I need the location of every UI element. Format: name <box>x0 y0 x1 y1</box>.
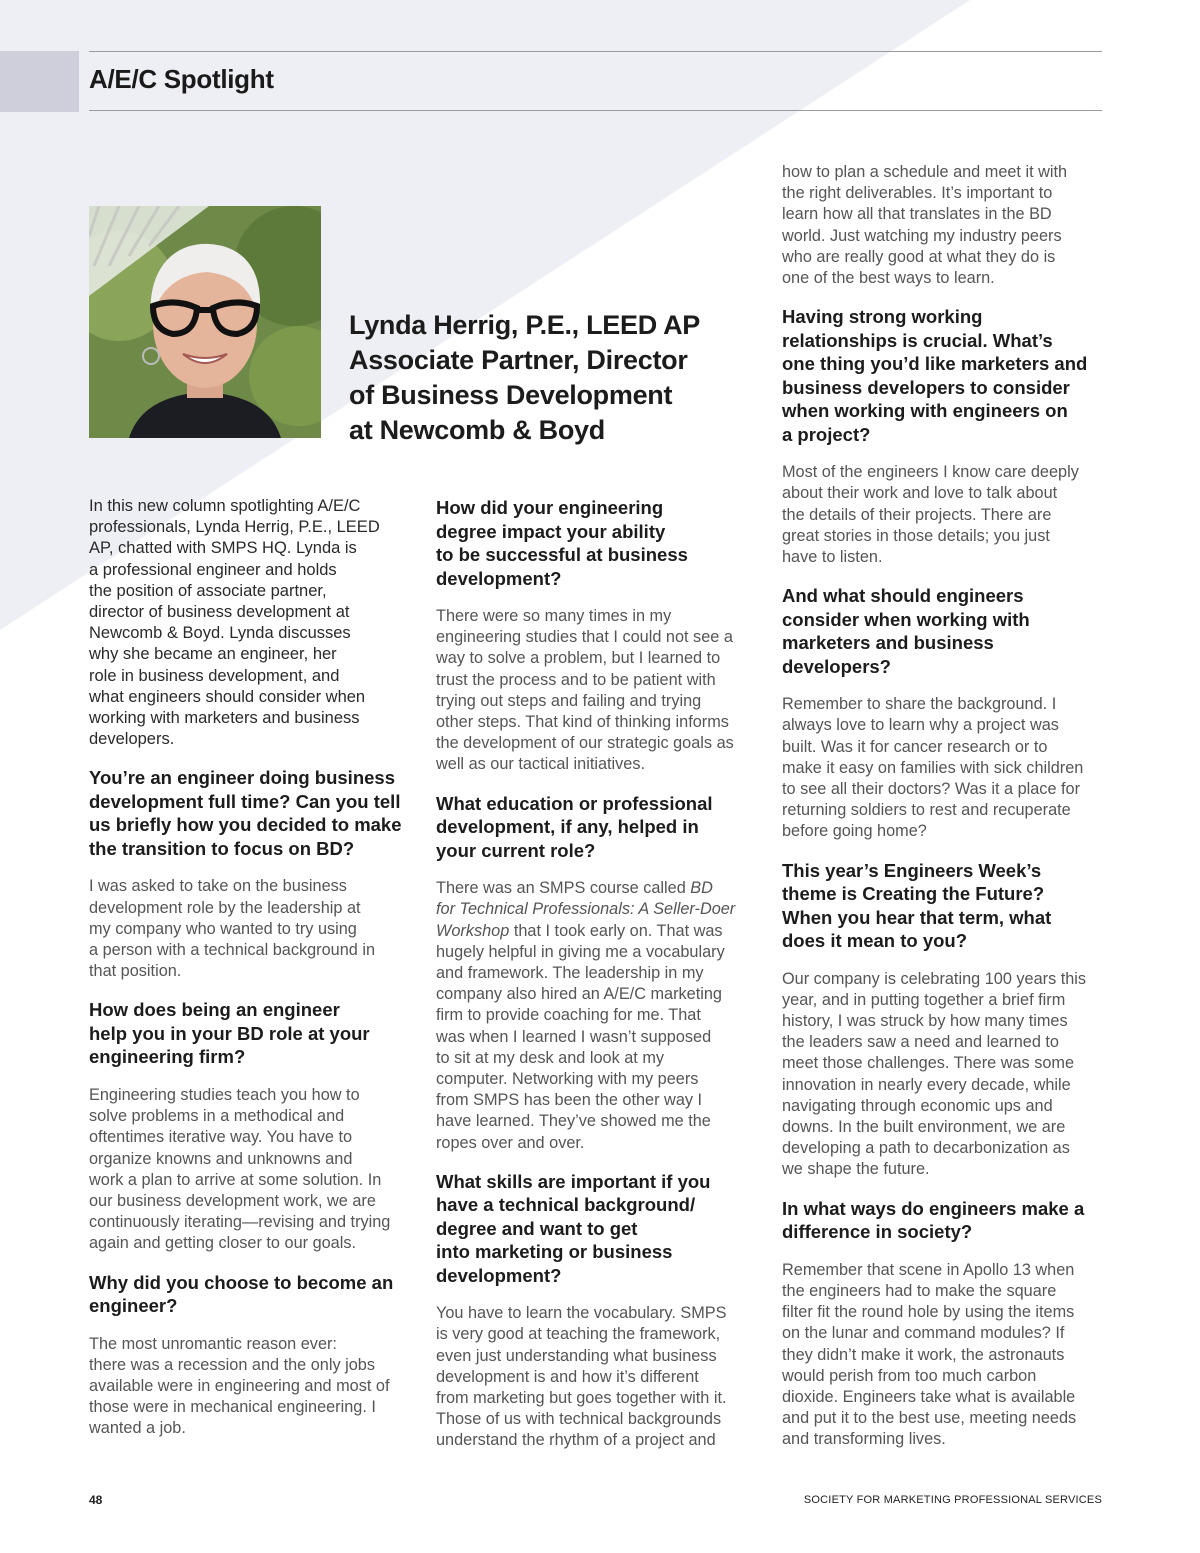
header-top-rule <box>89 51 1102 52</box>
text-line: Remember to share the background. I <box>782 695 1057 714</box>
text-line: one of the best ways to learn. <box>782 269 995 288</box>
text-line: development role by the leadership at <box>89 898 361 917</box>
text-line: Having strong working <box>782 306 983 328</box>
column-1 <box>89 496 402 1440</box>
text-line: You have to learn the vocabulary. SMPS <box>436 1304 727 1323</box>
text-line: the details of their projects. There are <box>782 505 1052 524</box>
text-line: The most unromantic reason ever: <box>89 1334 337 1353</box>
text-line: working with marketers and business <box>89 709 360 728</box>
text-line: relationships is crucial. What’s <box>782 329 1053 351</box>
text-line: development, if any, helped in <box>436 816 699 838</box>
answer-paragraph <box>782 162 1087 289</box>
answer-paragraph <box>89 1334 402 1440</box>
text-line: and transforming lives. <box>782 1430 946 1449</box>
answer-paragraph <box>436 606 735 776</box>
publication-name: SOCIETY FOR MARKETING PROFESSIONAL SERVICES <box>803 1494 1102 1506</box>
text-line: How does being an engineer <box>89 999 340 1021</box>
text-line: the right deliverables. It’s important to <box>782 184 1053 203</box>
text-line: well as our tactical initiatives. <box>436 755 646 774</box>
text-line: filter fit the round hole by using the items <box>782 1303 1075 1322</box>
answer-paragraph <box>782 462 1087 568</box>
text-line: one thing you’d like marketers and <box>782 353 1088 375</box>
text-line: would perish from too much carbon <box>782 1366 1037 1385</box>
text-line: theme is Creating the Future? <box>782 883 1045 905</box>
column-3 <box>782 162 1087 1451</box>
text-line: have a technical background/ <box>436 1194 696 1216</box>
text-line: have to listen. <box>782 548 883 567</box>
text-line: have learned. They’ve showed me the <box>436 1112 711 1131</box>
text-line: us briefly how you decided to make <box>89 814 402 836</box>
question-heading <box>436 792 735 863</box>
text-line: downs. In the built environment, we are <box>782 1118 1066 1137</box>
question-heading <box>782 584 1087 678</box>
text-line: our business development work, we are <box>89 1191 376 1210</box>
question-heading <box>782 859 1087 953</box>
text-line: work a plan to arrive at some solution. In <box>89 1170 382 1189</box>
course-title: BD <box>690 879 713 898</box>
profile-title-line: Associate Partner, Director <box>349 345 688 375</box>
text-line: Newcomb & Boyd. Lynda discusses <box>89 624 351 643</box>
text-line: to sit at my desk and look at my <box>436 1048 665 1067</box>
text-line: my company who wanted to try using <box>89 919 357 938</box>
text-line: the engineers had to make the square <box>782 1281 1057 1300</box>
answer-paragraph <box>782 1260 1087 1451</box>
text-line: dioxide. Engineers take what is available <box>782 1387 1076 1406</box>
text-line: role in business development, and <box>89 666 340 685</box>
text-line: Remember that scene in Apollo 13 when <box>782 1260 1075 1279</box>
text-line: oftentimes iterative way. You have to <box>89 1128 353 1147</box>
text-line: This year’s Engineers Week’s <box>782 859 1042 881</box>
profile-title-line: of Business Development <box>349 380 673 410</box>
text-line <box>436 899 735 920</box>
text-line: that position. <box>89 962 182 981</box>
text-line: a person with a technical background in <box>89 941 376 960</box>
text-line: before going home? <box>782 822 927 841</box>
text-span: that I took early on. That was <box>509 921 723 940</box>
text-line: year, and in putting together a brief firm <box>782 990 1066 1009</box>
text-line: who are really good at what they do is <box>782 247 1056 266</box>
text-line: organize knowns and unknowns and <box>89 1149 353 1168</box>
question-heading <box>89 766 402 860</box>
answer-paragraph <box>89 876 402 982</box>
text-line: from marketing but goes together with it. <box>436 1389 727 1408</box>
question-heading <box>436 1170 735 1288</box>
text-line: help you in your BD role at your <box>89 1022 370 1044</box>
text-line: the transition to focus on BD? <box>89 837 355 859</box>
text-line <box>436 921 735 942</box>
text-line: hugely helpful in giving me a vocabulary <box>436 942 725 961</box>
text-line: professionals, Lynda Herrig, P.E., LEED <box>89 518 380 537</box>
text-line: when working with engineers on <box>782 400 1068 422</box>
text-line: developers. <box>89 730 175 749</box>
text-line: Engineering studies teach you how to <box>89 1085 360 1104</box>
text-line: a project? <box>782 423 871 445</box>
text-line: developing a path to decarbonization as <box>782 1139 1070 1158</box>
question-heading <box>89 1271 402 1318</box>
text-line: again and getting closer to our goals. <box>89 1234 357 1253</box>
text-line: those were in mechanical engineering. I <box>89 1398 376 1417</box>
text-span: There was an SMPS course called <box>436 879 691 898</box>
text-line: What skills are important if you <box>436 1170 711 1192</box>
text-line: and put it to the best use, meeting needs <box>782 1409 1077 1428</box>
text-line: How did your engineering <box>436 497 664 518</box>
text-line: degree impact your ability <box>436 520 666 542</box>
text-line: I was asked to take on the business <box>89 877 347 896</box>
text-line: and framework. The leadership in my <box>436 963 704 982</box>
section-title: A/E/C Spotlight <box>89 64 274 94</box>
text-line: continuously iterating—revising and trying <box>89 1213 391 1232</box>
text-line: development? <box>436 1264 562 1286</box>
answer-paragraph <box>782 694 1087 842</box>
text-line: development full time? Can you tell <box>89 790 401 812</box>
text-line: why she became an engineer, her <box>89 645 337 664</box>
text-line: make it easy on families with sick children <box>782 758 1084 777</box>
text-line: great stories in those details; you just <box>782 526 1050 545</box>
text-line: to be successful at business <box>436 544 688 565</box>
text-line: a professional engineer and holds <box>89 560 337 579</box>
answer-paragraph <box>436 878 735 1154</box>
text-line: navigating through economic ups and <box>782 1096 1053 1115</box>
text-line <box>436 878 735 899</box>
text-line: degree and want to get <box>436 1217 638 1239</box>
text-line: they didn’t make it work, the astronauts <box>782 1345 1065 1364</box>
text-line: what engineers should consider when <box>89 687 366 706</box>
text-line: solve problems in a methodical and <box>89 1107 345 1126</box>
text-line: built. Was it for cancer research or to <box>782 737 1048 756</box>
text-line: AP, chatted with SMPS HQ. Lynda is <box>89 539 357 558</box>
text-line: to see all their doctors? Was it a place for <box>782 780 1081 799</box>
course-title: Workshop <box>436 921 510 940</box>
text-line: engineer? <box>89 1295 178 1317</box>
text-line: firm to provide coaching for me. That <box>436 1006 701 1025</box>
text-line: You’re an engineer doing business <box>89 767 395 789</box>
text-line: When you hear that term, what <box>782 906 1052 928</box>
question-heading <box>436 496 735 590</box>
profile-name-title <box>349 308 769 448</box>
text-line: development? <box>436 567 562 589</box>
text-line: ropes over and over. <box>436 1133 585 1152</box>
text-line: innovation in nearly every decade, while <box>782 1075 1071 1094</box>
question-heading <box>782 1197 1087 1244</box>
text-line: about their work and love to talk about <box>782 484 1058 503</box>
text-line: trying out steps and failing and trying <box>436 691 702 710</box>
text-line: on the lunar and command modules? If <box>782 1324 1065 1343</box>
text-line: available were in engineering and most of <box>89 1376 390 1395</box>
text-line: developers? <box>782 655 891 677</box>
text-line: business developers to consider <box>782 376 1070 398</box>
text-line: development is and how it’s different <box>436 1367 699 1386</box>
text-line: trust the process and to be patient with <box>436 670 716 689</box>
text-line: we shape the future. <box>782 1160 930 1179</box>
text-line: Our company is celebrating 100 years this <box>782 969 1087 988</box>
text-line: wanted a job. <box>89 1419 186 1438</box>
text-line: company also hired an A/E/C marketing <box>436 985 722 1004</box>
portrait-photo <box>89 206 321 438</box>
course-title: for Technical Professionals: A Seller-Doer <box>436 900 736 919</box>
text-line: engineering studies that I could not see a <box>436 628 733 647</box>
text-line: returning soldiers to rest and recuperate <box>782 801 1071 820</box>
question-heading <box>89 998 402 1069</box>
text-line: meet those challenges. There was some <box>782 1054 1075 1073</box>
text-line: your current role? <box>436 839 596 861</box>
text-line: even just understanding what business <box>436 1346 717 1365</box>
text-line: the leaders saw a need and learned to <box>782 1033 1059 1052</box>
text-line: Why did you choose to become an <box>89 1271 394 1293</box>
text-line: computer. Networking with my peers <box>436 1069 699 1088</box>
text-line: And what should engineers <box>782 585 1024 607</box>
header-bottom-rule <box>89 110 1102 111</box>
text-line: What education or professional <box>436 792 713 814</box>
text-line: understand the rhythm of a project and <box>436 1431 716 1450</box>
text-line: the development of our strategic goals as <box>436 734 734 753</box>
text-line: engineering firm? <box>89 1046 246 1068</box>
profile-title-line: at Newcomb & Boyd <box>349 415 605 445</box>
answer-paragraph <box>782 969 1087 1181</box>
text-line: consider when working with <box>782 608 1030 630</box>
answer-paragraph <box>89 1085 402 1255</box>
text-line: other steps. That kind of thinking informs <box>436 713 729 732</box>
text-line: Those of us with technical backgrounds <box>436 1410 722 1429</box>
intro-paragraph <box>89 496 402 750</box>
text-line: is very good at teaching the framework, <box>436 1325 721 1344</box>
text-line: does it mean to you? <box>782 930 968 952</box>
text-line: In this new column spotlighting A/E/C <box>89 497 361 515</box>
text-line: into marketing or business <box>436 1241 673 1263</box>
text-line: history, I was struck by how many times <box>782 1012 1068 1031</box>
text-line: was when I learned I wasn’t supposed <box>436 1027 712 1046</box>
text-line: always love to learn why a project was <box>782 716 1059 735</box>
question-heading <box>782 305 1087 446</box>
header-accent-block <box>0 51 79 112</box>
column-2 <box>436 496 735 1452</box>
text-line: how to plan a schedule and meet it with <box>782 163 1068 181</box>
profile-name: Lynda Herrig, P.E., LEED AP <box>349 310 700 340</box>
text-line: way to solve a problem, but I learned to <box>436 649 721 668</box>
text-line: from SMPS has been the other way I <box>436 1091 703 1110</box>
text-line: learn how all that translates in the BD <box>782 205 1052 224</box>
text-line: world. Just watching my industry peers <box>782 226 1062 245</box>
text-line: In what ways do engineers make a <box>782 1197 1085 1219</box>
answer-paragraph <box>436 1303 735 1451</box>
text-line: difference in society? <box>782 1221 973 1243</box>
text-line: marketers and business <box>782 632 994 654</box>
text-line: director of business development at <box>89 603 350 622</box>
text-line: There were so many times in my <box>436 607 672 625</box>
text-line: the position of associate partner, <box>89 581 327 600</box>
text-line: Most of the engineers I know care deeply <box>782 463 1079 482</box>
page-number: 48 <box>89 1493 103 1507</box>
text-line: there was a recession and the only jobs <box>89 1355 375 1374</box>
